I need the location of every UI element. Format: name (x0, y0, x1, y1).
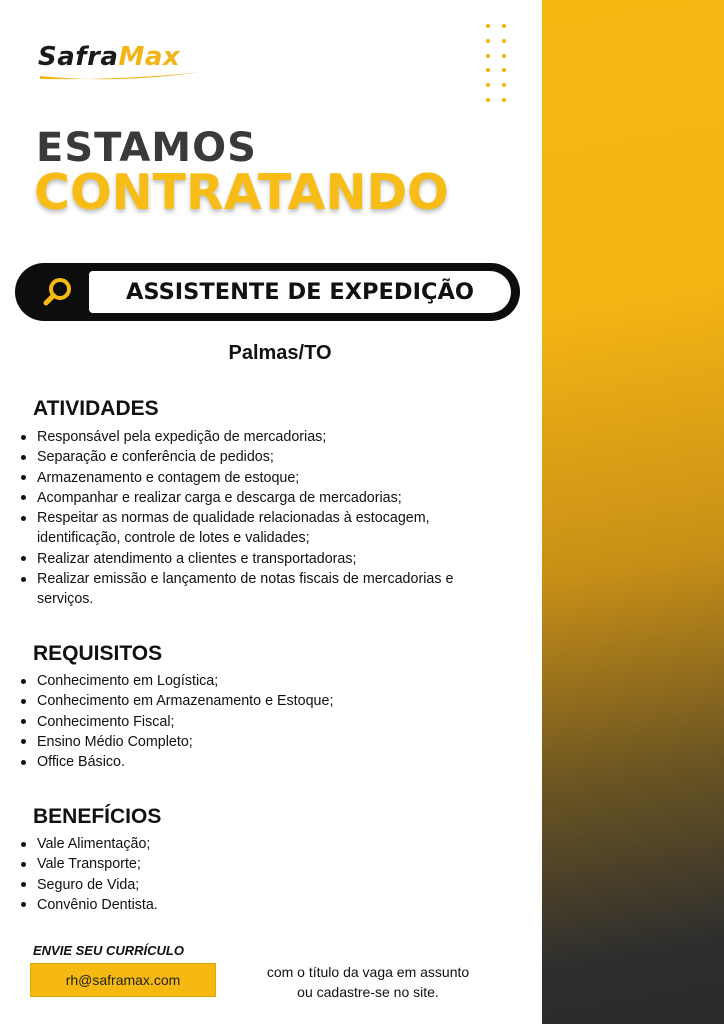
job-title: ASSISTENTE DE EXPEDIÇÃO (125, 279, 475, 305)
list-item: Separação e conferência de pedidos; (18, 447, 488, 467)
brand-name-part1: Safra (38, 42, 119, 72)
list-item: Acompanhar e realizar carga e descarga de mercadorias; (18, 488, 488, 508)
list-item: Conhecimento Fiscal; (18, 712, 488, 732)
activities-list (18, 427, 488, 610)
list-item: Realizar emissão e lançamento de notas fiscais de mercadorias e serviços. (18, 569, 488, 610)
list-item: Realizar atendimento a clientes e transportadoras; (18, 549, 488, 569)
brand-logo (38, 38, 208, 90)
headline-contratando: CONTRATANDO (34, 164, 449, 221)
benefits-list (18, 834, 488, 915)
list-item: Vale Transporte; (18, 854, 488, 874)
requirements-list (18, 671, 488, 772)
list-item: Seguro de Vida; (18, 875, 488, 895)
list-item: Office Básico. (18, 752, 488, 772)
contact-note-line1: com o título da vaga em assunto (266, 964, 470, 980)
decorative-dot-grid (486, 24, 510, 104)
job-title-box (89, 271, 511, 313)
send-resume-label: ENVIE SEU CURRÍCULO (33, 943, 184, 958)
list-item: Conhecimento em Logística; (18, 671, 488, 691)
section-title-benefits: BENEFÍCIOS (33, 805, 162, 828)
list-item: Respeitar as normas de qualidade relacionadas à estocagem, identificação, controle de lotes e validades; (18, 508, 488, 549)
section-title-requirements: REQUISITOS (33, 642, 163, 665)
section-title-activities: ATIVIDADES (33, 397, 159, 420)
contact-note-line2: ou cadastre-se no site. (297, 984, 439, 1000)
list-item: Responsável pela expedição de mercadorias; (18, 427, 488, 447)
list-item: Ensino Médio Completo; (18, 732, 488, 752)
list-item: Convênio Dentista. (18, 895, 488, 915)
logo-swoosh-icon (38, 68, 203, 84)
job-location: Palmas/TO (228, 342, 332, 364)
email-link[interactable]: rh@saframax.com (30, 963, 216, 997)
side-gradient-band (542, 0, 724, 1024)
list-item: Armazenamento e contagem de estoque; (18, 468, 488, 488)
search-icon (40, 274, 76, 310)
list-item: Vale Alimentação; (18, 834, 488, 854)
headline-estamos: ESTAMOS (36, 125, 257, 171)
job-title-banner (15, 263, 520, 321)
brand-name-part2: Max (118, 42, 181, 72)
list-item: Conhecimento em Armazenamento e Estoque; (18, 691, 488, 711)
contact-note (248, 962, 488, 1002)
